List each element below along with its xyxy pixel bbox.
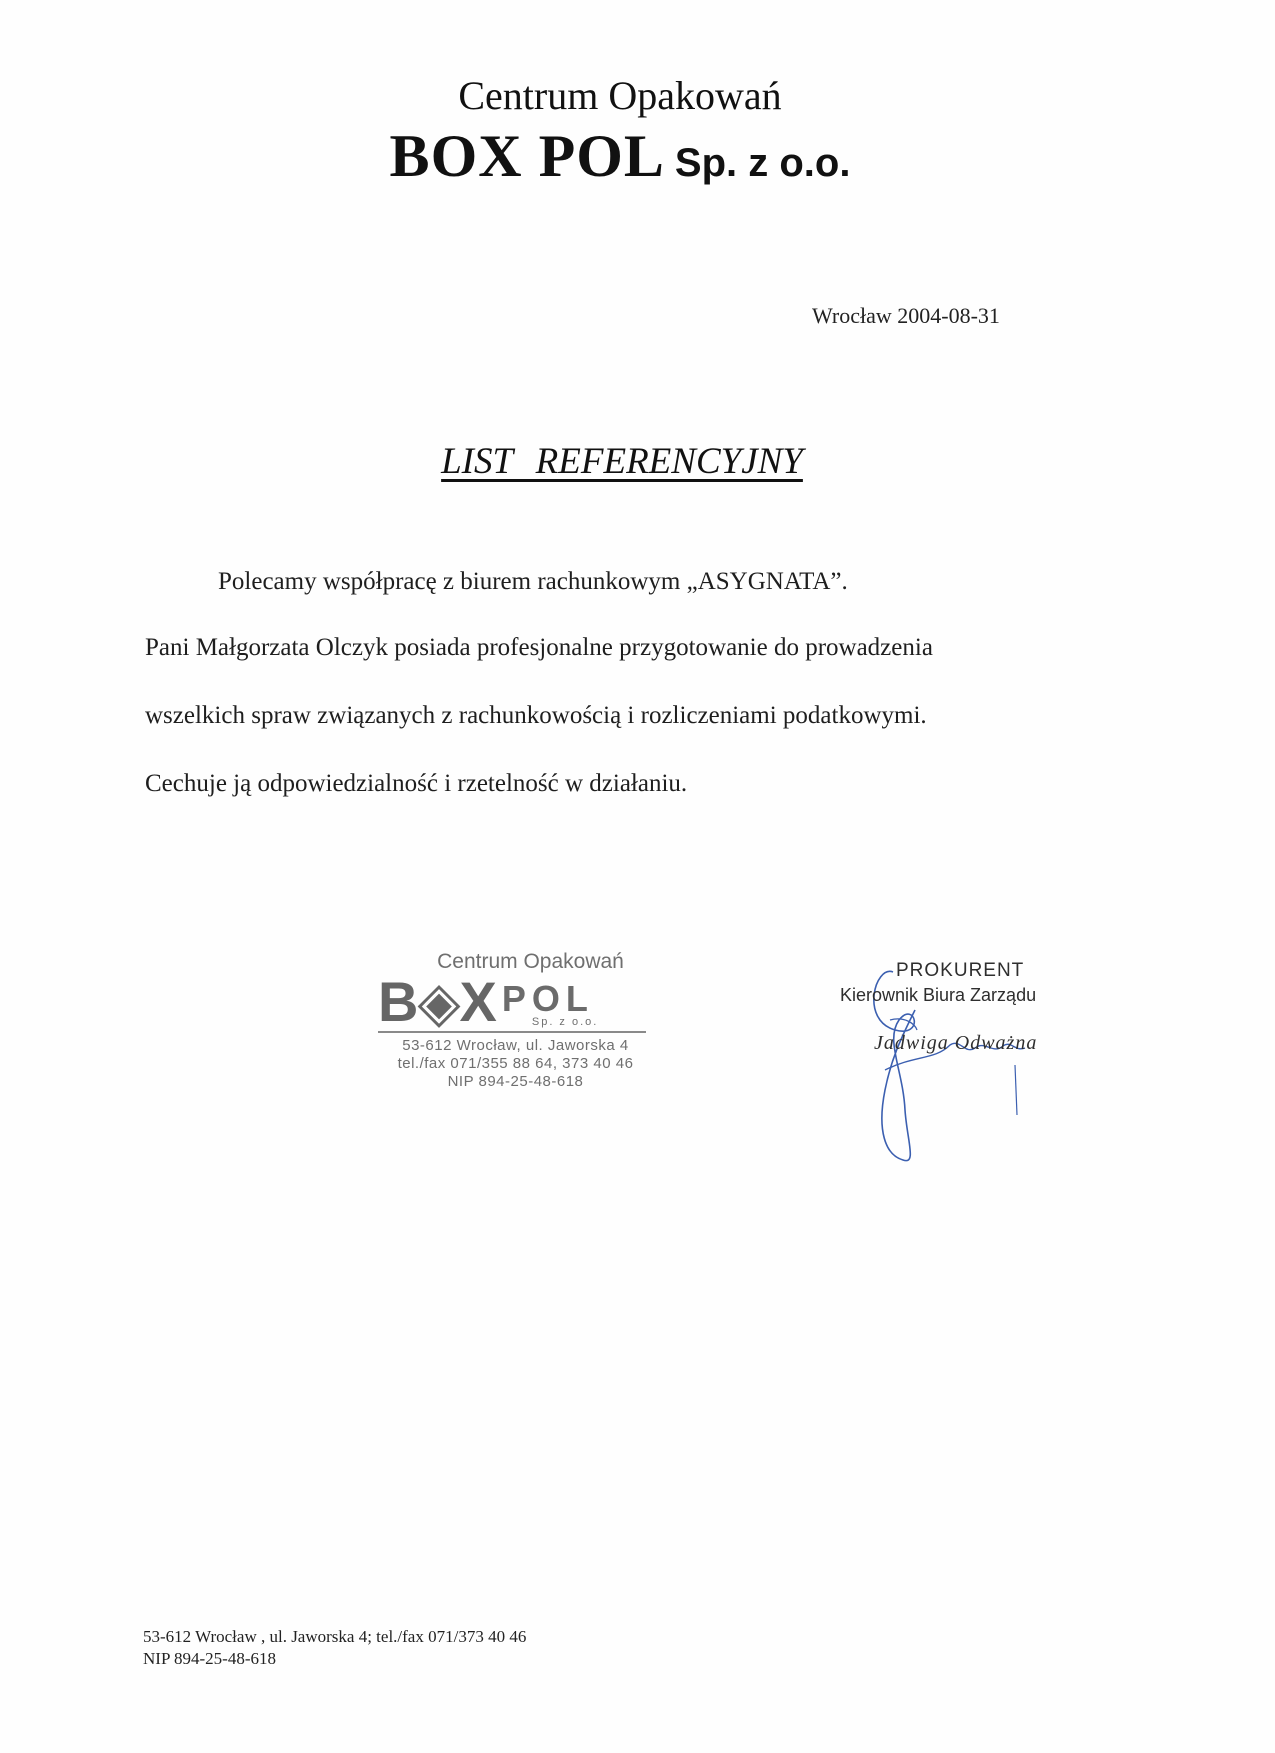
stamp-address: 53-612 Wrocław, ul. Jaworska 4 — [402, 1037, 629, 1054]
stamp-logo-box: B◈X — [378, 970, 496, 1033]
footer-nip: NIP 894-25-48-618 — [143, 1649, 276, 1668]
company-stamp — [378, 950, 653, 1091]
signature-role: PROKURENT — [896, 960, 1025, 981]
company-brand: BOX POL — [389, 123, 665, 189]
stamp-logo-sub: Sp. z o.o. — [531, 1016, 599, 1028]
body-paragraph-2-line-1: Pani Małgorzata Olczyk posiada profesjonalne przygotowanie do prowadzenia — [145, 634, 933, 661]
footer-address: 53-612 Wrocław , ul. Jaworska 4; tel./fax 071/373 40 46 — [143, 1627, 527, 1646]
company-name — [0, 122, 1240, 191]
stamp-title: Centrum Opakowań — [437, 950, 624, 973]
stamp-logo — [378, 970, 653, 1033]
body-paragraph-3: Cechuje ją odpowiedzialność i rzetelność w działaniu. — [145, 770, 688, 797]
signature-block — [840, 960, 1100, 1055]
signature-name: Jadwiga Odważna — [874, 1032, 1038, 1054]
document-title: LIST REFERENCYJNY — [441, 441, 803, 482]
company-subtitle: Centrum Opakowań — [458, 73, 782, 118]
body-paragraph-1: Polecamy współpracę z biurem rachunkowym „ASYGNATA”. — [218, 568, 848, 595]
signature-department: Kierownik Biura Zarządu — [840, 985, 1037, 1005]
stamp-nip: NIP 894-25-48-618 — [447, 1073, 584, 1090]
body-paragraph-2-line-2: wszelkich spraw związanych z rachunkowością i rozliczeniami podatkowymi. — [145, 702, 927, 729]
footer-contact — [143, 1626, 526, 1670]
stamp-logo-pol: POL — [501, 978, 594, 1019]
letter-date: Wrocław 2004-08-31 — [812, 303, 1000, 328]
company-legal-form: Sp. z o.o. — [674, 141, 851, 185]
stamp-phone: tel./fax 071/355 88 64, 373 40 46 — [397, 1055, 634, 1072]
